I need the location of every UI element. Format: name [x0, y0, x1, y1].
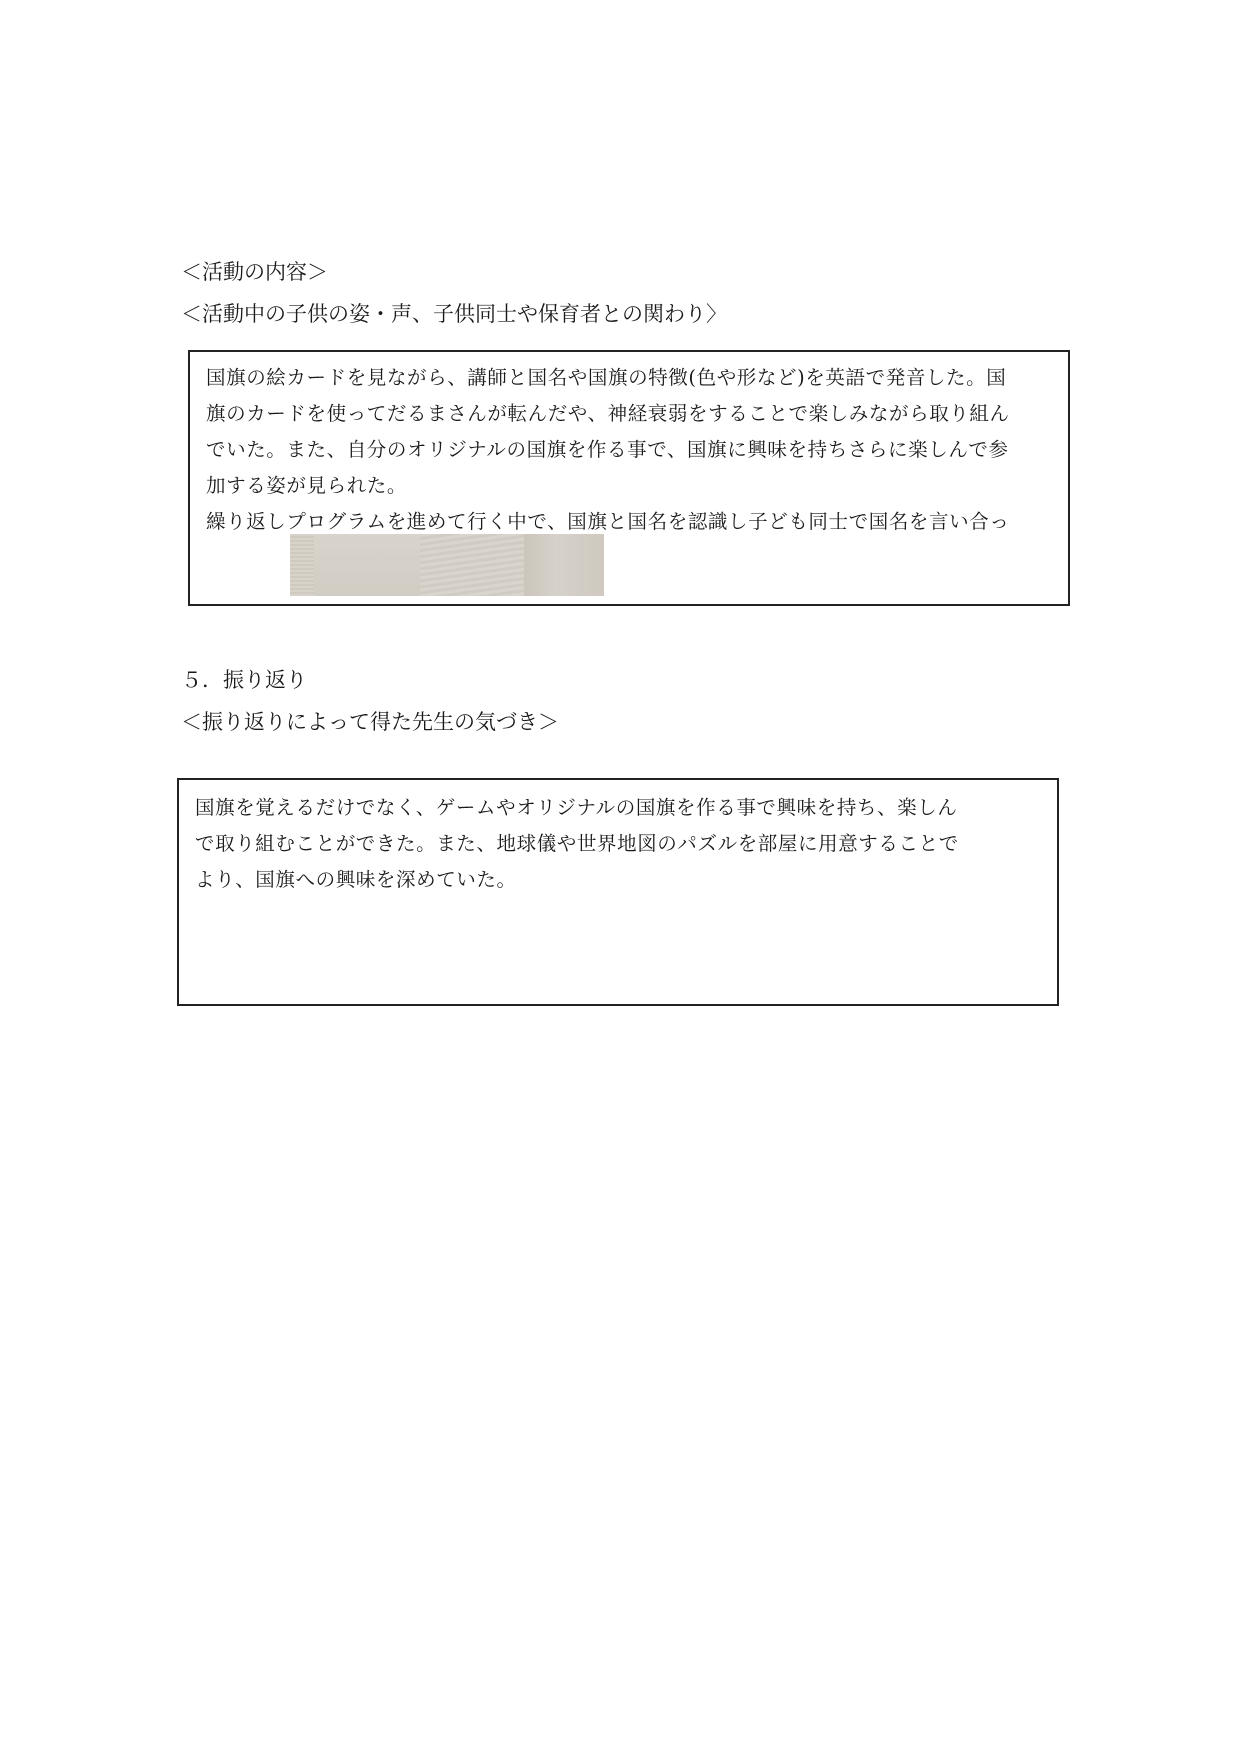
activity-description-text	[206, 360, 1056, 540]
reflection-line: で取り組むことができた。また、地球儀や世界地図のパズルを部屋に用意することで	[195, 832, 959, 855]
activity-photo-strip	[290, 534, 604, 596]
section-5-heading: ５．振り返り	[181, 668, 307, 692]
activity-photo	[524, 534, 604, 596]
reflection-subheading: ＜振り返りによって得た先生の気づき＞	[181, 710, 559, 734]
activity-line: 繰り返しプログラムを進めて行く中で、国旗と国名を認識し子ども同士で国名を言い合っ	[206, 510, 1010, 533]
reflection-line: 国旗を覚えるだけでなく、ゲームやオリジナルの国旗を作る事で興味を持ち、楽しん	[195, 796, 958, 819]
activity-photo	[314, 534, 420, 596]
activity-line: でいた。また、自分のオリジナルの国旗を作る事で、国旗に興味を持ちさらに楽しんで参	[206, 438, 1009, 461]
activity-content-heading: ＜活動の内容＞	[181, 260, 328, 284]
activity-line: 旗のカードを使ってだるまさんが転んだや、神経衰弱をすることで楽しみながら取り組ん	[206, 402, 1010, 425]
reflection-box	[177, 778, 1059, 1006]
activity-photo	[420, 534, 524, 596]
children-observation-heading: ＜活動中の子供の姿・声、子供同士や保育者との関わり〉	[181, 302, 727, 326]
activity-line: 国旗の絵カードを見ながら、講師と国名や国旗の特徴(色や形など)を英語で発音した。国	[206, 366, 1007, 389]
activity-description-box	[188, 350, 1070, 606]
activity-line: 加する姿が見られた。	[206, 474, 408, 497]
reflection-line: より、国旗への興味を深めていた。	[195, 868, 517, 891]
reflection-text	[195, 790, 1045, 898]
activity-photo	[290, 534, 314, 596]
